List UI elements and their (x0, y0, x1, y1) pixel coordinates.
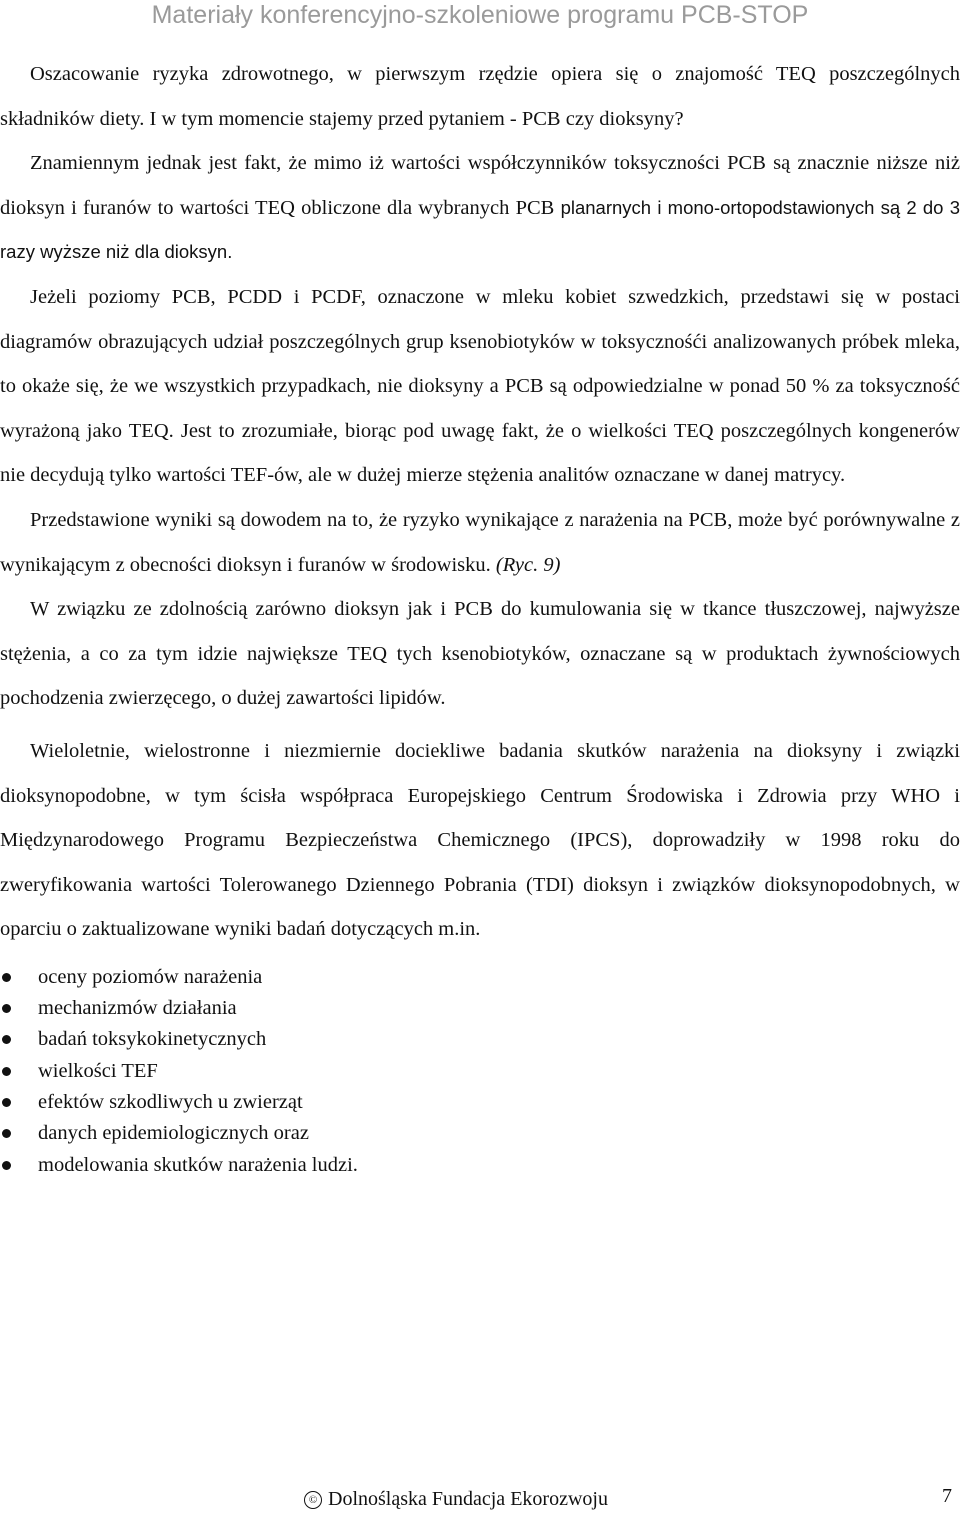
paragraph-teq-comparison-tail: planarnych i mono-ortopodstawionych są 2 do 3 razy wyższe niż dla dioksyn. (0, 196, 960, 263)
document-header (0, 0, 960, 30)
paragraph-results (0, 498, 960, 587)
document-body (0, 48, 960, 1181)
figure-reference: (Ryc. 9) (495, 553, 561, 576)
list-item (0, 1024, 960, 1055)
paragraph-teq-comparison-text: Znamiennym jednak jest fakt, że mimo iż wartości współczynników toksyczności PCB są znacznie niższe niż dioksyn i furanów to wartości TEQ obliczone dla wybranych PCB (0, 152, 960, 219)
research-topics-list (0, 962, 960, 1181)
bullet-icon (2, 1129, 11, 1138)
bullet-icon (2, 1098, 11, 1107)
list-item-text: mechanizmów działania (38, 997, 237, 1020)
list-item (0, 1150, 960, 1181)
footer-organization-name: Dolnośląska Fundacja Ekorozwoju (328, 1488, 608, 1510)
paragraph-risk-assessment: Oszacowanie ryzyka zdrowotnego, w pierwszym rzędzie opiera się o znajomość TEQ poszczególnych składników diety. I w tym momencie stajemy przed pytaniem - PCB czy dioksyny? (0, 63, 960, 130)
bullet-icon (2, 1035, 11, 1044)
list-item (0, 962, 960, 993)
list-item (0, 993, 960, 1024)
list-item-text: oceny poziomów narażenia (38, 965, 263, 988)
list-item (0, 1056, 960, 1087)
list-item-text: danych epidemiologicznych oraz (38, 1122, 309, 1145)
list-item-text: wielkości TEF (38, 1059, 158, 1082)
footer-organization (304, 1487, 608, 1511)
page-number: 7 (942, 1485, 952, 1507)
bullet-icon (2, 1161, 11, 1170)
list-item (0, 1087, 960, 1118)
list-item-text: badań toksykokinetycznych (38, 1028, 267, 1051)
bullet-icon (2, 973, 11, 982)
paragraph-research: Wieloletnie, wielostronne i niezmiernie dociekliwe badania skutków narażenia na dioksyny i związki dioksynopodobne, w tym ścisła współpraca Europejskiego Centrum Środowiska i Zdrowia przy WHO i Międzynarodowego Programu Bezpieczeństwa Chemicznego (IPCS), doprowadziły w 1998 roku do zweryfikowania wartości Tolerowanego Dziennego Pobrania (TDI) dioksyn i związków dioksynopodobnych, w oparciu o zaktualizowane wyniki badań dotyczących m.in. (0, 739, 960, 941)
bullet-icon (2, 1004, 11, 1013)
paragraph-results-text: Przedstawione wyniki są dowodem na to, że ryzyko wynikające z narażenia na PCB, może być porównywalne z wynikającym z obecności dioksyn i furanów w środowisku. (0, 508, 960, 576)
copyright-icon: © (304, 1491, 322, 1509)
list-item-text: modelowania skutków narażenia ludzi. (38, 1153, 358, 1176)
paragraph-milk-analysis: Jeżeli poziomy PCB, PCDD i PCDF, oznaczone w mleku kobiet szwedzkich, przedstawi się w postaci diagramów obrazujących udział poszczególnych grup ksenobiotyków w toksycznośći analizowanych próbek mleka, to okaże się, że we wszystkich przypadkach, nie dioksyny a PCB są odpowiedzialne w ponad 50 % za toksyczność wyrażoną jako TEQ. Jest to zrozumiałe, biorąc pod uwagę fakt, że o wielkości TEQ poszczególnych kongenerów nie decydują tylko wartości TEF-ów, ale w dużej mierze stężenia analitów oznaczane w danej matrycy. (0, 285, 960, 487)
paragraph-accumulation: W związku ze zdolnością zarówno dioksyn jak i PCB do kumulowania się w tkance tłuszczowej, najwyższe stężenia, a co za tym idzie największe TEQ tych ksenobiotyków, oznaczane są w produktach żywnościowych pochodzenia zwierzęcego, o dużej zawartości lipidów. (0, 598, 960, 710)
header-title: Materiały konferencyjno-szkoleniowe programu PCB-STOP (151, 1, 809, 29)
paragraph-teq-comparison (0, 141, 960, 275)
bullet-icon (2, 1067, 11, 1076)
list-item (0, 1118, 960, 1149)
list-item-text: efektów szkodliwych u zwierząt (38, 1091, 303, 1114)
